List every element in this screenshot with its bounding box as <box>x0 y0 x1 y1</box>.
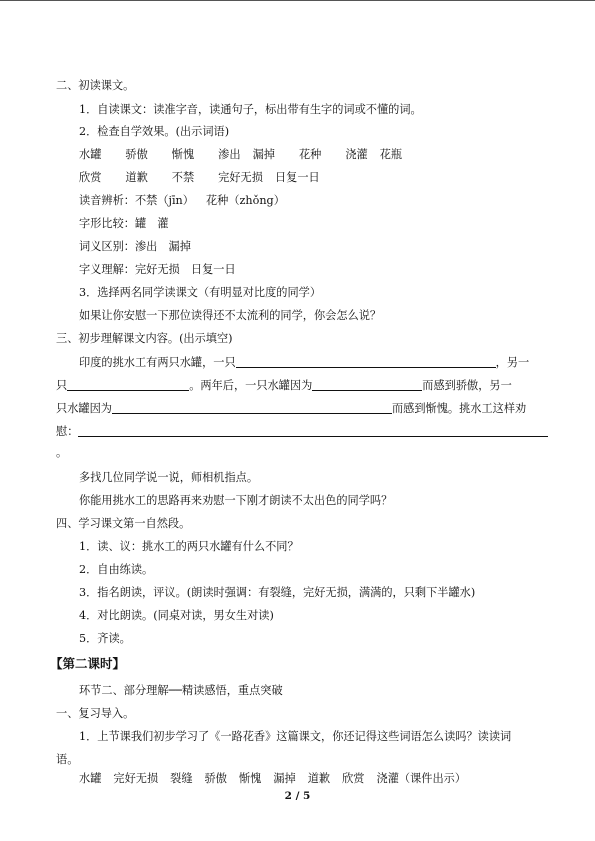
pronunciation-line <box>79 193 285 209</box>
word: 水罐 <box>79 772 102 785</box>
blank-line <box>312 378 422 391</box>
word: 完好无损 <box>113 772 159 785</box>
word: 浇灌 <box>345 148 368 161</box>
s3-para-2: 你能用挑水工的思路再来劝慰一下刚才朗读不太出色的同学吗？ <box>79 494 393 507</box>
s2-item-1: 1．自读课文：读准字音，读通句子，标出带有生字的词或不懂的词。 <box>79 103 422 116</box>
word: 水罐 <box>79 148 102 161</box>
section-2-title: 二、初读课文。 <box>56 79 135 92</box>
meaning-line: 词义区别：渗出 漏掉 <box>79 240 191 253</box>
understanding-line: 字义理解：完好无损 日复一日 <box>79 263 236 276</box>
word: 浇灌（课件出示） <box>376 772 467 785</box>
word: 日复一日 <box>274 171 320 184</box>
word-row-2 <box>79 170 320 186</box>
word: 花瓶 <box>379 148 403 161</box>
word: 道歉 <box>125 171 148 184</box>
word: 骄傲 <box>204 772 227 785</box>
word: 欣赏 <box>79 171 102 184</box>
fill-text: 而感到惭愧。挑水工这样劝 <box>391 402 527 415</box>
blank-line <box>112 401 392 414</box>
fill-text: 。两年后，一只水罐因为 <box>189 379 313 392</box>
s2-item-2: 2．检查自学效果。(出示词语) <box>79 125 230 138</box>
section-4-title: 四、学习课文第一自然段。 <box>56 517 191 530</box>
fill-text: 而感到骄傲，另一 <box>422 379 512 392</box>
blank-line <box>78 424 548 437</box>
link-2-heading: 环节二、部分理解──精读感悟，重点突破 <box>79 684 283 697</box>
fill-text: 慰： <box>56 425 79 438</box>
s4-item-3: 3．指名朗读，评议。(朗读时强调：有裂缝，完好无损，满满的，只剩下半罐水) <box>79 586 476 599</box>
pron-extra: 花种（zhǒng） <box>205 194 285 207</box>
pron-label: 读音辨析：不禁（jīn） <box>79 194 194 207</box>
word: 欣赏 <box>342 772 365 785</box>
blank-line <box>236 355 496 368</box>
fill-line-2 <box>56 378 512 394</box>
word: 不禁 <box>171 171 195 184</box>
top-rule <box>0 0 595 1</box>
s4-item-2: 2．自由练读。 <box>79 563 154 576</box>
s4-item-4: 4．对比朗读。(同桌对读，男女生对读) <box>79 609 274 622</box>
fill-text: 只水罐因为 <box>56 402 112 415</box>
fill-line-4 <box>56 424 548 440</box>
blank-line <box>67 378 189 391</box>
s2-item-3-question: 如果让你安慰一下那位读得还不太流利的同学，你会怎么说？ <box>79 309 382 322</box>
word: 惭愧 <box>171 148 195 161</box>
word: 裂缝 <box>170 772 193 785</box>
fill-text: 只 <box>56 379 68 392</box>
s3-para-1: 多找几位同学说一说，师相机指点。 <box>79 471 259 484</box>
s2-item-3: 3．选择两名同学读课文（有明显对比度的同学） <box>79 286 322 299</box>
review-title: 一、复习导入。 <box>56 707 135 720</box>
fill-end: 。 <box>56 446 68 459</box>
shape-compare-line: 字形比较：罐 灌 <box>79 217 169 230</box>
lesson-2-heading: 【第二课时】 <box>50 656 126 671</box>
page-number: 2 / 5 <box>284 790 311 802</box>
word: 漏掉 <box>252 148 275 161</box>
word: 漏掉 <box>273 772 296 785</box>
review-item-1: 1．上节课我们初步学习了《一路花香》这篇课文，你还记得这些词语怎么读吗？读读词 <box>79 730 512 743</box>
fill-text: ，另一 <box>495 356 530 369</box>
s4-item-5: 5．齐读。 <box>79 632 131 645</box>
review-word-row <box>79 771 466 787</box>
fill-line-3 <box>56 401 526 417</box>
s4-item-1: 1．读、议：挑水工的两只水罐有什么不同？ <box>79 540 299 553</box>
word: 骄傲 <box>125 148 148 161</box>
word: 渗出 <box>218 148 241 161</box>
fill-line-1 <box>79 355 529 371</box>
word: 道歉 <box>307 772 331 785</box>
word-row-1 <box>79 147 402 163</box>
section-3-title: 三、初步理解课文内容。(出示填空) <box>56 332 233 345</box>
word: 惭愧 <box>238 772 262 785</box>
word: 花种 <box>298 148 322 161</box>
fill-text: 印度的挑水工有两只水罐，一只 <box>79 356 236 369</box>
word: 完好无损 <box>218 171 263 184</box>
review-item-1-cont: 语。 <box>56 753 79 766</box>
